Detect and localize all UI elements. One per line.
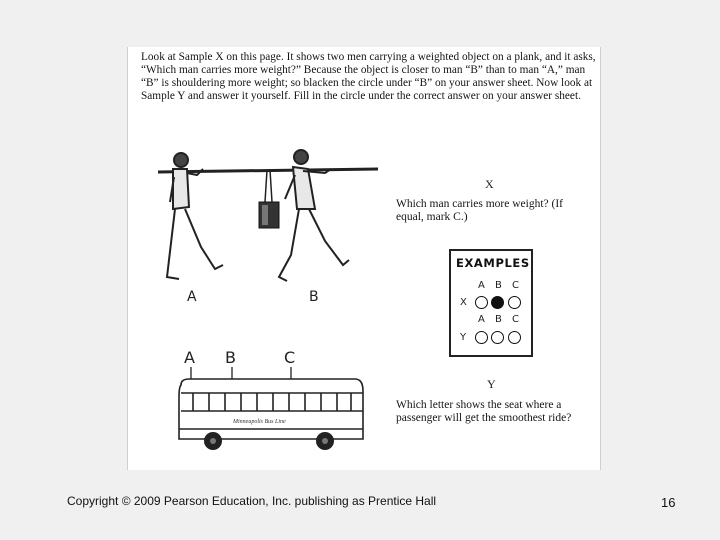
column-label-c-row-y: C (512, 314, 519, 325)
bubble-y-a[interactable] (475, 331, 488, 344)
sample-x-question: Which man carries more weight? (If equal, mark C.) (396, 198, 563, 223)
hanging-weight (259, 170, 279, 228)
bubble-y-c[interactable] (508, 331, 521, 344)
test-page-scan (127, 47, 601, 470)
bus-illustration (173, 347, 373, 457)
column-label-a: A (478, 280, 485, 291)
men-carrying-plank-illustration (153, 147, 393, 297)
column-label-b: B (495, 280, 502, 291)
instructions-paragraph: Look at Sample X on this page. It shows two men carrying a weighted object on a plank, and it asks, “Which man carries more weight?” Because the object is closer to man “B” than to man “A,” man “B” is shouldering more weight; so blacken the circle under “B” on your answer sheet. Now look at Sample Y and answer it yourself. Fill in the circle under the correct answer on your answer sheet. (141, 51, 596, 102)
man-b-label: B (309, 289, 319, 305)
bus-lettering: Minneapolis Bus Line (233, 419, 286, 425)
sample-x-label: X (485, 177, 494, 191)
bubble-y-b[interactable] (491, 331, 504, 344)
page-number: 16 (661, 495, 676, 510)
column-label-a-row-y: A (478, 314, 485, 325)
seat-a-label: A (184, 348, 195, 367)
examples-answer-box (449, 249, 533, 357)
copyright-footer: Copyright © 2009 Pearson Education, Inc. publishing as Prentice Hall (67, 494, 437, 508)
bubble-x-b[interactable] (491, 296, 504, 309)
bubble-x-a[interactable] (475, 296, 488, 309)
row-label-y: Y (460, 332, 467, 343)
seat-c-label: C (284, 348, 296, 367)
row-label-x: X (460, 297, 467, 308)
column-label-c: C (512, 280, 519, 291)
seat-b-label: B (225, 348, 236, 367)
sample-y-label: Y (487, 377, 496, 391)
man-a-label: A (187, 289, 197, 305)
examples-title: EXAMPLES (456, 256, 530, 270)
bus-body (179, 379, 363, 439)
sample-y-question: Which letter shows the seat where a passenger will get the smoothest ride? (396, 399, 572, 424)
column-label-b-row-y: B (495, 314, 502, 325)
bubble-x-c[interactable] (508, 296, 521, 309)
plank (158, 169, 378, 172)
